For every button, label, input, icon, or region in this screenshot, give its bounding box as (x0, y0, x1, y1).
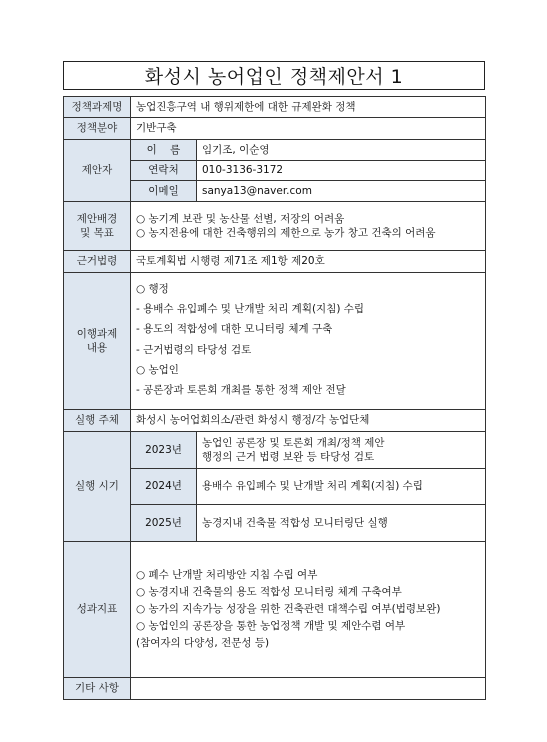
row-proposer-name (64, 140, 486, 161)
document-title: 화성시 농어업인 정책제안서 1 (63, 61, 485, 90)
plan-content (131, 273, 486, 410)
performance-line: ○ 농가의 지속가능 성장을 위한 건축관련 대책수립 여부(법령보완) (136, 602, 441, 615)
plan-line: - 공론장과 토론회 개최를 통한 정책 제안 전달 (136, 383, 346, 396)
row-plan (64, 273, 486, 410)
background-content (131, 202, 486, 251)
schedule-line: 농업인 공론장 및 토론회 개최/정책 제안 (202, 436, 385, 449)
actor-label: 실행 주체 (64, 410, 131, 432)
name-value: 임기조, 이순영 (197, 140, 486, 161)
background-line: ○ 농기계 보관 및 농산물 선별, 저장의 어려움 (136, 212, 345, 225)
task-label: 정책과제명 (64, 97, 131, 118)
field-value: 기반구축 (131, 118, 486, 140)
schedule-line: 용배수 유입폐수 및 난개발 처리 계획(지침) 수립 (202, 480, 423, 493)
performance-line: ○ 농업인의 공론장을 통한 농업정책 개발 및 제안수렴 여부 (136, 620, 406, 633)
schedule-content (197, 432, 486, 469)
proposal-form (63, 96, 486, 700)
performance-line: (참여자의 다양성, 전문성 등) (136, 637, 270, 650)
row-schedule-2023 (64, 432, 486, 469)
phone-value: 010-3136-3172 (197, 161, 486, 181)
phone-label: 연락처 (131, 161, 197, 181)
row-field (64, 118, 486, 140)
performance-content (131, 542, 486, 678)
schedule-content (197, 469, 486, 505)
background-label: 제안배경 및 목표 (64, 202, 131, 251)
plan-line: - 용배수 유입폐수 및 난개발 처리 계획(지침) 수립 (136, 303, 365, 316)
basis-value: 국토계획법 시행령 제71조 제1항 제20호 (131, 251, 486, 273)
row-task (64, 97, 486, 118)
field-label: 정책분야 (64, 118, 131, 140)
etc-label: 기타 사항 (64, 678, 131, 700)
background-line: ○ 농지전용에 대한 건축행위의 제한으로 농가 창고 건축의 어려움 (136, 227, 436, 239)
schedule-line: 행정의 근거 법령 보완 등 타당성 검토 (202, 451, 375, 463)
name-label: 이 름 (131, 140, 197, 161)
email-value: sanya13@naver.com (197, 181, 486, 202)
schedule-line: 농경지내 건축물 적합성 모니터링단 실행 (202, 516, 388, 529)
performance-line: ○ 농경지내 건축물의 용도 적합성 모니터링 체계 구축여부 (136, 585, 402, 598)
plan-line: ○ 농업인 (136, 363, 179, 376)
row-etc (64, 678, 486, 700)
plan-line: - 근거법령의 타당성 검토 (136, 343, 252, 356)
plan-line: ○ 행정 (136, 282, 169, 295)
schedule-content (197, 505, 486, 542)
row-actor (64, 410, 486, 432)
performance-line: ○ 폐수 난개발 처리방안 지침 수립 여부 (136, 568, 318, 581)
proposer-label: 제안자 (64, 140, 131, 202)
row-background (64, 202, 486, 251)
plan-line: - 용도의 적합성에 대한 모니터링 체계 구축 (136, 323, 333, 336)
basis-label: 근거법령 (64, 251, 131, 273)
etc-value (131, 678, 486, 700)
schedule-year: 2023년 (131, 432, 197, 469)
task-value: 농업진흥구역 내 행위제한에 대한 규제완화 정책 (131, 97, 486, 118)
row-basis (64, 251, 486, 273)
row-performance (64, 542, 486, 678)
plan-label: 이행과제 내용 (64, 273, 131, 410)
email-label: 이메일 (131, 181, 197, 202)
actor-value: 화성시 농어업회의소/관련 화성시 행정/각 농업단체 (131, 410, 486, 432)
performance-label: 성과지표 (64, 542, 131, 678)
schedule-year: 2024년 (131, 469, 197, 505)
schedule-year: 2025년 (131, 505, 197, 542)
schedule-label: 실행 시기 (64, 432, 131, 542)
